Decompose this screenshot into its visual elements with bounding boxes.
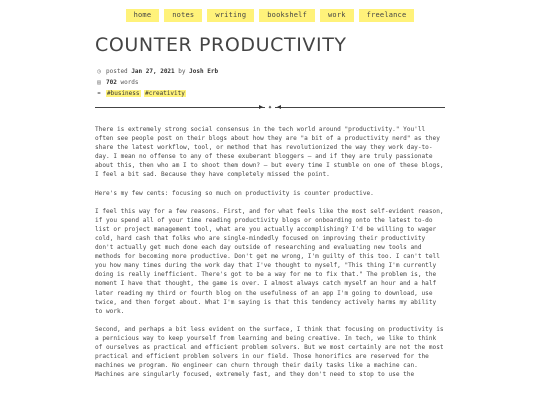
body-paragraph: I feel this way for a few reasons. First, and for what feels like the most self-evident reason, if you spend all of your time reading productivity blogs or onboarding onto the latest to-do list or project management tool, what are you actually accomplishing? I'd be willing to wager cold, hard cash that folks who are single-mindedly focused on improving their productivity don't actually get much done each day outside of researching and evaluating new tools and methods for becoming more productive. Don't get me wrong, I'm guilty of this too. I can't tell you how many times during the work day that I've thought to myself, "This thing I'm currently doing is really inefficient. There's got to be a way for me to fix that." The problem is, the moment I have that thought, the game is over. I almost always catch myself an hour and a half later reading my third or fourth blog on the usefulness of an app I'm going to download, use twice, and then forget about. What I'm saying is that this tendency actively harms my ability to work. xyxy=(95,207,444,315)
divider-arrow-right-icon xyxy=(277,105,281,109)
body-paragraph: There is extremely strong social consensus in the tech world around "productivity." You'll often see people post on their blogs about how they are "a bit of a productivity nerd" as they share the latest workflow, tool, or method that has revolutionized the way they work day-to-day. I mean no offense to any of these exuberant bloggers – and if they are truly passionate about this, then who am I to shoot them down? – but every time I stumble on one of these blogs, I feel a bit sad. Because they have completely missed the point. xyxy=(95,126,444,179)
document-icon: ▤ xyxy=(97,79,101,86)
post-title: COUNTER PRODUCTIVITY xyxy=(95,34,347,56)
post-date-row xyxy=(95,66,218,77)
nav-writing-link[interactable]: writing xyxy=(207,9,254,22)
nav-freelance-link[interactable]: freelance xyxy=(359,9,415,22)
body-paragraph: Second, and perhaps a bit less evident on the surface, I think that focusing on productivity is a pernicious way to keep yourself from learning and being creative. In tech, we like to think of ourselves as practical and efficient problem solvers. But we most certainly are not the most practical and efficient problem solvers in our field. Those honorifics are reserved for the machines we program. No engineer can churn through their daily tasks like a machine can. Machines are singularly focused, extremely fast, and they don't need to stop to use the xyxy=(95,325,444,379)
body-paragraph: Here's my few cents: focusing so much on productivity is counter productive. xyxy=(95,189,374,197)
calendar-icon: ◷ xyxy=(97,68,101,75)
top-nav xyxy=(0,9,540,22)
tags-row xyxy=(95,88,218,99)
by-label: by xyxy=(178,68,186,75)
nav-home-link[interactable]: home xyxy=(126,9,160,22)
divider-arrow-left-icon xyxy=(259,105,263,109)
words-label: words xyxy=(120,79,139,86)
star-icon: ✦ xyxy=(265,102,275,112)
nav-work-link[interactable]: work xyxy=(320,9,354,22)
word-count-row xyxy=(95,77,218,88)
nav-notes-link[interactable]: notes xyxy=(164,9,202,22)
section-divider xyxy=(95,104,445,110)
tag-creativity-link[interactable]: #creativity xyxy=(145,90,185,97)
nav-bookshelf-link[interactable]: bookshelf xyxy=(259,9,315,22)
post-date: Jan 27, 2021 xyxy=(131,68,175,75)
post-body xyxy=(95,125,447,388)
posted-label: posted xyxy=(106,68,128,75)
post-author: Josh Erb xyxy=(189,68,219,75)
word-count: 702 xyxy=(106,79,117,86)
tag-business-link[interactable]: #business xyxy=(107,90,140,97)
tag-icon: ⚭ xyxy=(96,90,102,97)
post-meta xyxy=(95,66,218,99)
